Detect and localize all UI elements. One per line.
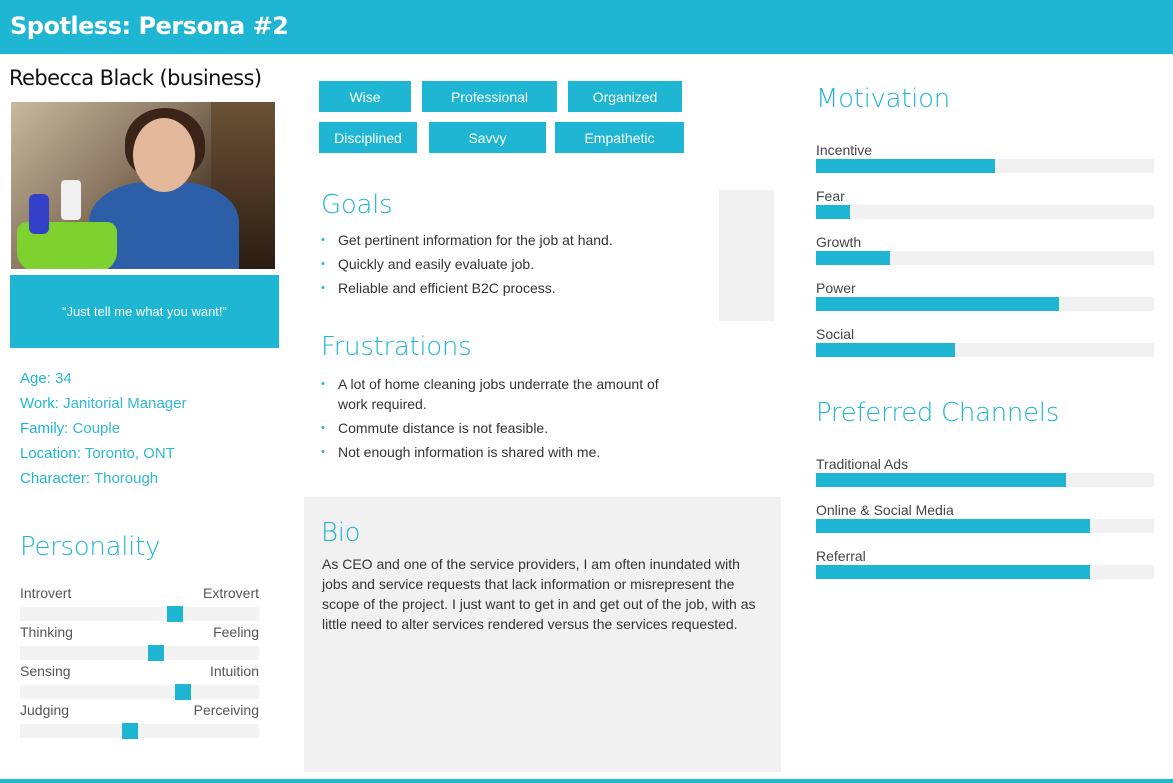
scale-left-label: Judging: [20, 702, 70, 718]
trait-tag: Wise: [319, 81, 411, 112]
goals-list: [321, 230, 691, 302]
bio-panel: [304, 497, 781, 772]
trait-tag: Professional: [422, 81, 557, 112]
goals-heading: Goals: [321, 190, 393, 220]
list-item: • Not enough information is shared with me.: [321, 442, 681, 462]
scale-track: [20, 685, 259, 699]
fact-age: Age: 34: [20, 370, 72, 387]
bar-fill: [816, 205, 850, 219]
motivation-heading: Motivation: [816, 84, 950, 114]
bar-fill: [816, 297, 1059, 311]
trait-tag: Organized: [568, 81, 682, 112]
bar-label: Traditional Ads: [816, 456, 909, 472]
scale-marker: [175, 684, 191, 700]
list-item: • Quickly and easily evaluate job.: [321, 254, 691, 274]
scale-track: [20, 646, 259, 660]
fact-work: Work: Janitorial Manager: [20, 395, 187, 412]
persona-name: Rebecca Black (business): [9, 66, 262, 90]
bar-fill: [816, 565, 1090, 579]
scale-track: [20, 724, 259, 738]
trait-tag: Disciplined: [319, 122, 417, 153]
bio-text: As CEO and one of the service providers, I am often inundated with jobs and service requests that lack information or misrepresent the scope of the project. I just want to get in and get out of the job, with as little need to alter services rendered versus the services requested.: [322, 556, 756, 632]
scale-marker: [148, 645, 164, 661]
scale-marker: [167, 606, 183, 622]
bar-label: Referral: [816, 548, 866, 564]
list-item: • A lot of home cleaning jobs underrate the amount of work required.: [321, 374, 681, 414]
trait-tag: Savvy: [429, 122, 546, 153]
fact-character: Character: Thorough: [20, 470, 159, 487]
bar-label: Incentive: [816, 142, 873, 158]
bar-fill: [816, 343, 955, 357]
persona-photo: [11, 102, 275, 269]
channels-heading: Preferred Channels: [816, 398, 1059, 428]
bottom-divider: [0, 779, 1173, 783]
scale-track: [20, 607, 259, 621]
scale-marker: [122, 723, 138, 739]
personality-heading: Personality: [20, 532, 161, 562]
frustrations-list: [321, 374, 681, 466]
fact-family: Family: Couple: [20, 420, 121, 437]
bar-fill: [816, 251, 890, 265]
bar-track: [816, 205, 1154, 219]
page-title: Spotless: Persona #2: [10, 12, 289, 40]
placeholder-block: [719, 190, 774, 321]
bar-fill: [816, 159, 995, 173]
list-item: • Get pertinent information for the job at hand.: [321, 230, 691, 250]
persona-facts: [20, 366, 186, 491]
fact-location: Location: Toronto, ONT: [20, 445, 175, 462]
bar-label: Growth: [816, 234, 862, 250]
scale-left-label: Sensing: [20, 663, 71, 679]
bar-fill: [816, 519, 1090, 533]
scale-right-label: Intuition: [209, 663, 259, 679]
scale-left-label: Thinking: [20, 624, 73, 640]
bar-label: Fear: [816, 188, 845, 204]
trait-tag: Empathetic: [555, 122, 684, 153]
scale-right-label: Extrovert: [202, 585, 259, 601]
scale-right-label: Perceiving: [193, 702, 259, 718]
list-item: • Reliable and efficient B2C process.: [321, 278, 691, 298]
bar-label: Social: [816, 326, 855, 342]
bar-label: Power: [816, 280, 856, 296]
persona-quote: “Just tell me what you want!”: [10, 275, 279, 348]
scale-right-label: Feeling: [213, 624, 259, 640]
scale-left-label: Introvert: [20, 585, 72, 601]
list-item: • Commute distance is not feasible.: [321, 418, 681, 438]
frustrations-heading: Frustrations: [321, 332, 472, 362]
bar-fill: [816, 473, 1066, 487]
bar-label: Online & Social Media: [816, 502, 954, 518]
bio-heading: Bio: [321, 518, 361, 548]
header-bar: [0, 0, 1173, 54]
